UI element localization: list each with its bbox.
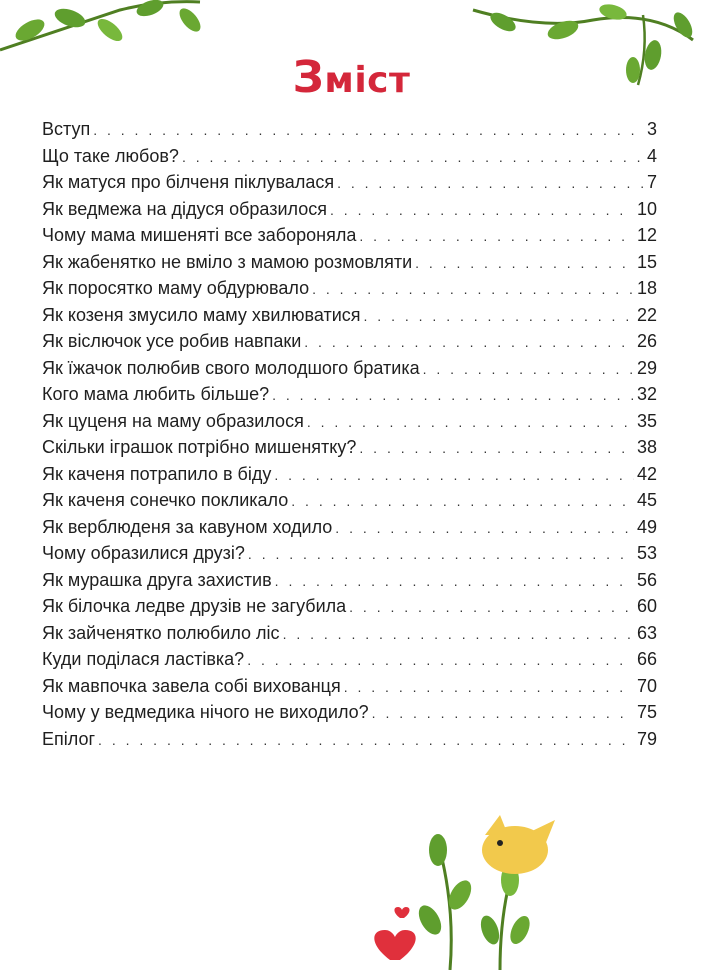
toc-entry [42, 673, 657, 700]
toc-entry-page: 53 [636, 543, 657, 563]
toc-entry [42, 275, 657, 302]
toc-entry-page: 12 [636, 225, 657, 245]
toc-entry-title: Кого мама любить більше? [42, 384, 270, 404]
toc-entry [42, 381, 657, 408]
toc-entry [42, 567, 657, 594]
dot-leader [307, 409, 634, 436]
toc-entry-page: 75 [636, 702, 657, 722]
toc-entry [42, 302, 657, 329]
toc-entry-page: 26 [636, 331, 657, 351]
toc-entry-title: Що таке любов? [42, 145, 179, 166]
dot-leader [274, 462, 634, 489]
toc-entry-page: 7 [646, 172, 657, 192]
toc-entry-title: Як білочка ледве друзів не загубила [42, 596, 347, 616]
toc-entry [42, 328, 657, 355]
toc-entry [42, 434, 657, 461]
toc-entry-page: 60 [636, 596, 657, 616]
toc-entry-title: Куди поділася ластівка? [42, 649, 245, 669]
toc-entry-page: 70 [636, 675, 657, 696]
toc-entry-page: 29 [636, 357, 657, 378]
dot-leader [372, 700, 634, 727]
toc-entry [42, 169, 657, 196]
toc-entry-title: Як жабенятко не вміло з мамою розмовляти [42, 251, 413, 272]
toc-entry-page: 49 [636, 516, 657, 537]
toc-entry-title: Як каченя потрапило в біду [42, 463, 272, 484]
heart-icon [374, 930, 415, 960]
title-initial: З [292, 52, 325, 103]
toc-entry [42, 646, 657, 673]
dot-leader [337, 170, 644, 197]
toc-entry-title: Як верблюденя за кавуном ходило [42, 516, 333, 537]
toc-entry-page: 42 [636, 463, 657, 484]
toc-entry-page: 66 [636, 649, 657, 669]
plants-bird-hearts-decoration [360, 810, 620, 970]
toc-entry-title: Вступ [42, 119, 91, 139]
toc-entry-title: Як поросятко маму обдурювало [42, 278, 310, 298]
toc-entry-page: 35 [636, 410, 657, 431]
toc-entry-title: Як їжачок полюбив свого молодшого братика [42, 357, 420, 378]
toc-entry-title: Як матуся про білченя піклувалася [42, 172, 335, 192]
toc-entry [42, 355, 657, 382]
dot-leader [98, 727, 634, 754]
toc-entry-page: 10 [636, 198, 657, 219]
dot-leader [359, 223, 634, 250]
toc-entry [42, 726, 657, 753]
toc-entry-page: 45 [636, 490, 657, 510]
dot-leader [359, 435, 634, 462]
toc-entry [42, 593, 657, 620]
toc-entry-page: 18 [636, 278, 657, 298]
toc-entry [42, 249, 657, 276]
toc-entry-page: 56 [636, 569, 657, 590]
dot-leader [344, 674, 634, 701]
toc-entry-page: 22 [636, 304, 657, 325]
small-heart-icon [394, 907, 409, 918]
dot-leader [272, 382, 634, 409]
toc-entry [42, 222, 657, 249]
toc-entry-title: Чому образилися друзі? [42, 543, 245, 563]
toc-entry-title: Як каченя сонечко покликало [42, 490, 289, 510]
toc-entry [42, 540, 657, 567]
toc-entry-page: 38 [636, 437, 657, 457]
toc-entry-title: Як цуценя на маму образилося [42, 410, 304, 431]
dot-leader [283, 621, 634, 648]
toc-entry-title: Чому мама мишеняті все забороняла [42, 225, 357, 245]
dot-leader [330, 197, 634, 224]
toc-entry-title: Скільки іграшок потрібно мишенятку? [42, 437, 357, 457]
dot-leader [247, 647, 634, 674]
toc-entry [42, 196, 657, 223]
toc-entry [42, 514, 657, 541]
toc-entry [42, 620, 657, 647]
dot-leader [423, 356, 634, 383]
dot-leader [349, 594, 634, 621]
toc-entry [42, 699, 657, 726]
toc-entry-title: Як ведмежа на дідуся образилося [42, 198, 328, 219]
dot-leader [312, 276, 634, 303]
dot-leader [291, 488, 634, 515]
toc-entry-title: Як мурашка друга захистив [42, 569, 272, 590]
title-rest: міст [324, 60, 411, 101]
dot-leader [93, 117, 644, 144]
toc-entry-title: Як мавпочка завела собі вихованця [42, 675, 341, 696]
dot-leader [248, 541, 634, 568]
toc-entry [42, 116, 657, 143]
dot-leader [275, 568, 634, 595]
toc-entry-page: 15 [636, 251, 657, 272]
table-of-contents [42, 116, 657, 752]
toc-entry-title: Як зайченятко полюбило ліс [42, 622, 280, 643]
toc-entry [42, 143, 657, 170]
toc-entry-page: 3 [646, 119, 657, 139]
toc-entry-title: Епілог [42, 728, 96, 749]
dot-leader [182, 144, 644, 171]
toc-entry [42, 461, 657, 488]
dot-leader [335, 515, 634, 542]
dot-leader [415, 250, 634, 277]
toc-entry-page: 79 [636, 728, 657, 749]
bird-icon [482, 815, 555, 874]
page-title [0, 52, 703, 103]
dot-leader [304, 329, 634, 356]
toc-entry-page: 32 [636, 384, 657, 404]
toc-entry-title: Чому у ведмедика нічого не виходило? [42, 702, 369, 722]
toc-entry-title: Як козеня змусило маму хвилюватися [42, 304, 361, 325]
toc-entry-page: 4 [646, 145, 657, 166]
toc-entry [42, 487, 657, 514]
dot-leader [364, 303, 634, 330]
toc-entry-page: 63 [636, 622, 657, 643]
toc-entry-title: Як віслючок усе робив навпаки [42, 331, 302, 351]
toc-entry [42, 408, 657, 435]
